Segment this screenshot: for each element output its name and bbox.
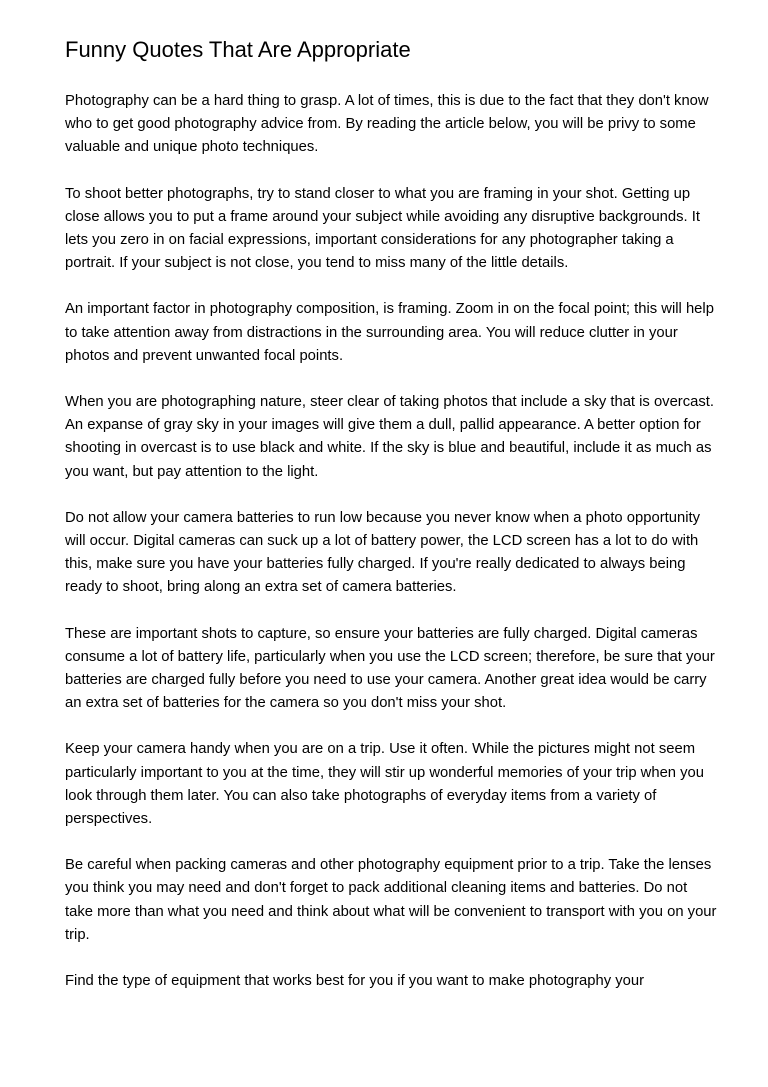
- paragraph-packing: Be careful when packing cameras and other photography equipment prior to a trip. Take the lenses you think you may need and don't forget to pack additional cleaning items and batteries. Do not take more than what you need and think about what will be convenient to transport with you on your trip.: [65, 857, 717, 943]
- paragraph-intro: Photography can be a hard thing to grasp. A lot of times, this is due to the fact that they don't know who to get good photography advice from. By reading the article below, you will be privy to some valuable and unique photo techniques.: [65, 93, 709, 156]
- paragraph-stand-closer: To shoot better photographs, try to stand closer to what you are framing in your shot. Getting up close allows you to put a frame around your subject while avoiding any disruptive backgrounds. It lets you zero in on facial expressions, important considerations for any photographer taking a portrait. If your subject is not close, you tend to miss many of the little details.: [65, 185, 700, 272]
- paragraph-equipment: Find the type of equipment that works best for you if you want to make photography your: [65, 973, 645, 990]
- paragraph-overcast-sky: When you are photographing nature, steer clear of taking photos that include a sky that is overcast. An expanse of gray sky in your images will give them a dull, pallid appearance. A better option for shooting in overcast is to use black and white. If the sky is blue and beautiful, include it as much as you want, but pay attention to the light.: [65, 394, 714, 480]
- page-title: Funny Quotes That Are Appropriate: [65, 37, 411, 62]
- paragraph-camera-handy: Keep your camera handy when you are on a trip. Use it often. While the pictures might not seem particularly important to you at the time, they will stir up wonderful memories of your trip when you look through them later. You can also take photographs of everyday items from a variety of perspectives.: [65, 741, 705, 828]
- paragraph-framing: An important factor in photography composition, is framing. Zoom in on the focal point; this will help to take attention away from distractions in the surrounding area. You will reduce clutter in your photos and prevent unwanted focal points.: [65, 301, 714, 364]
- paragraph-batteries: Do not allow your camera batteries to run low because you never know when a photo opportunity will occur. Digital cameras can suck up a lot of battery power, the LCD screen has a lot to do with this, make sure you have your batteries fully charged. If you're really dedicated to always being ready to shoot, bring along an extra set of camera batteries.: [65, 509, 700, 596]
- document-body: [65, 36, 717, 1016]
- paragraph-important-shots: These are important shots to capture, so ensure your batteries are fully charged. Digital cameras consume a lot of battery life, particularly when you use the LCD screen; therefore, be sure that your batteries are charged fully before you need to use your camera. Another great idea would be carry an extra set of batteries for the camera so you don't miss your shot.: [65, 625, 715, 712]
